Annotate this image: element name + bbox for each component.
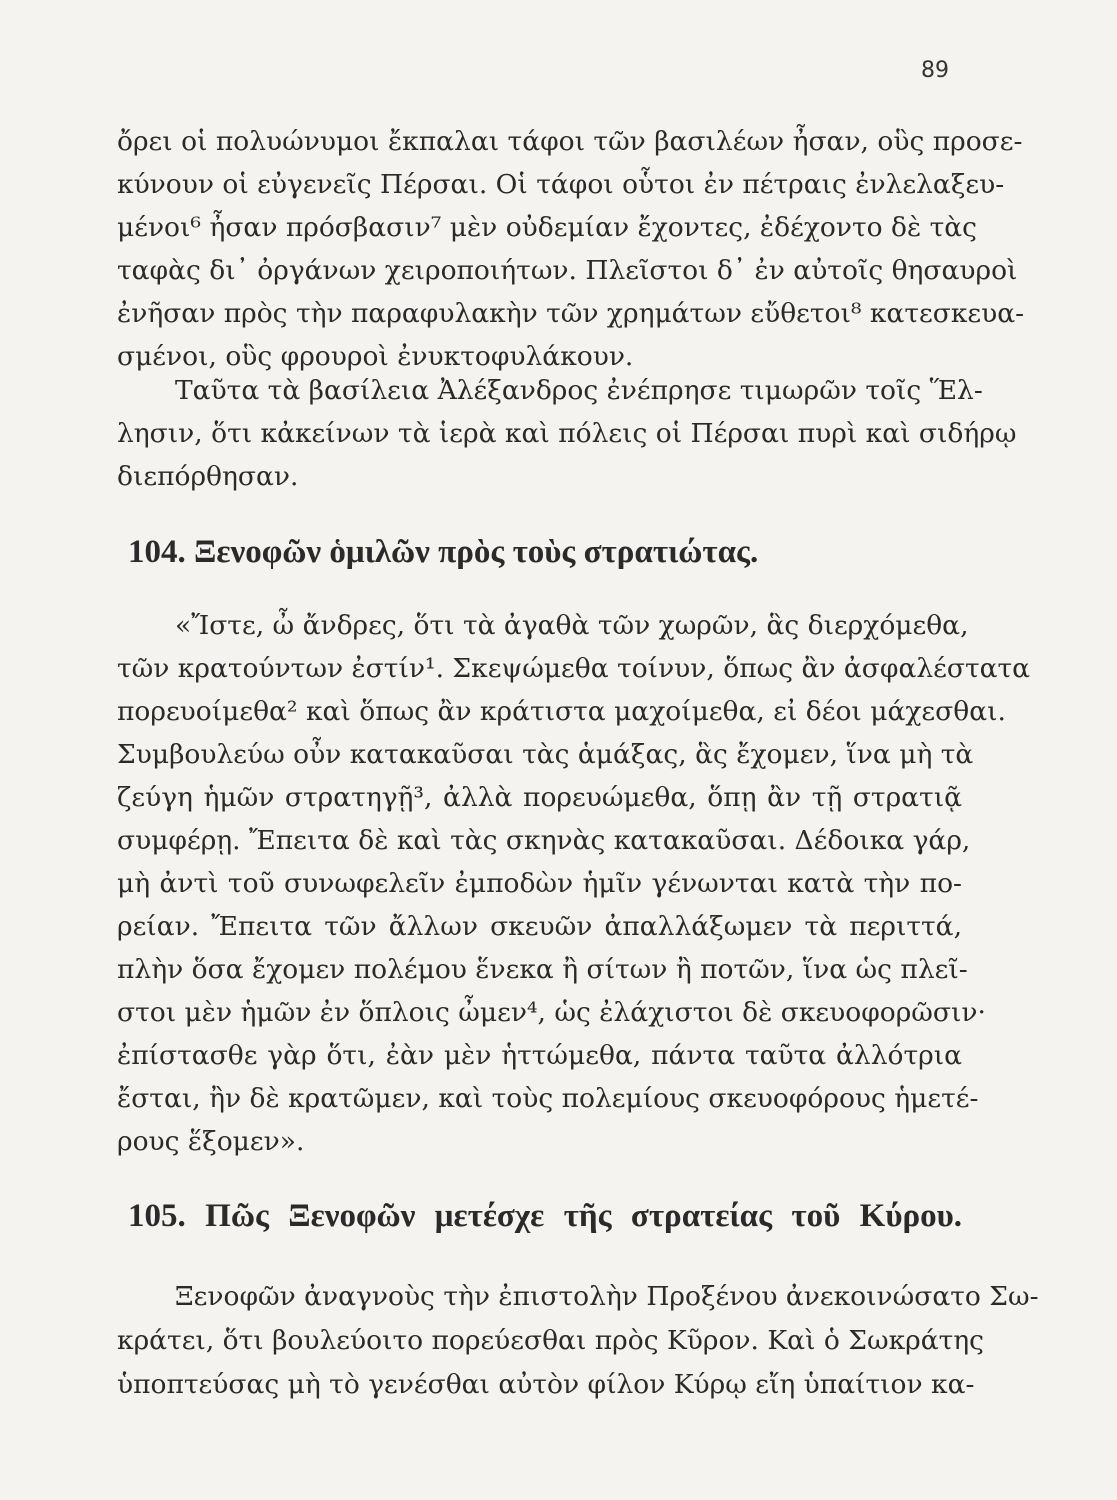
section-heading-104: 104. Ξενοφῶν ὁμιλῶν πρὸς τοὺς στρατιώτας.	[128, 534, 759, 570]
text-line: ζεύγη ἡμῶν στρατηγῇ³, ἀλλὰ πορευώμεθα, ὅπῃ ἂν τῇ στρατιᾷ	[117, 782, 962, 813]
text-line: πλὴν ὅσα ἔχομεν πολέμου ἕνεκα ἢ σίτων ἢ ποτῶν, ἵνα ὡς πλεῖ-	[117, 954, 968, 985]
text-line: ἐπίστασθε γὰρ ὅτι, ἐὰν μὲν ἡττώμεθα, πάντα ταῦτα ἀλλότρια	[117, 1040, 962, 1071]
text-line: Συμβουλεύω οὖν κατακαῦσαι τὰς ἁμάξας, ἃς ἔχομεν, ἵνα μὴ τὰ	[117, 739, 974, 770]
page-number: 89	[921, 58, 949, 83]
text-line: συμφέρῃ. Ἔπειτα δὲ καὶ τὰς σκηνὰς κατακαῦσαι. Δέδοικα γάρ,	[117, 825, 971, 856]
text-line: σμένοι, οὓς φρουροὶ ἐνυκτοφυλάκουν.	[117, 341, 634, 372]
text-line: μένοι⁶ ἦσαν πρόσβασιν⁷ μὲν οὐδεμίαν ἔχοντες, ἐδέχοντο δὲ τὰς	[117, 212, 977, 243]
text-line: μὴ ἀντὶ τοῦ συνωφελεῖν ἐμποδὼν ἡμῖν γένωνται κατὰ τὴν πο-	[117, 868, 962, 899]
text-line: κράτει, ὅτι βουλεύοιτο πορεύεσθαι πρὸς Κῦρον. Καὶ ὁ Σωκράτης	[117, 1325, 985, 1356]
text-line: κύνουν οἱ εὐγενεῖς Πέρσαι. Οἱ τάφοι οὗτοι ἐν πέτραις ἐνλελαξευ-	[117, 169, 1005, 200]
text-line: ρείαν. Ἔπειτα τῶν ἄλλων σκευῶν ἀπαλλάξωμεν τὰ περιττά,	[117, 911, 962, 942]
section-heading-105: 105. Πῶς Ξενοφῶν μετέσχε τῆς στρατείας τοῦ Κύρου.	[128, 1198, 962, 1234]
text-line: λησιν, ὅτι κἀκείνων τὰ ἱερὰ καὶ πόλεις οἱ Πέρσαι πυρὶ καὶ σιδήρῳ	[117, 418, 1017, 449]
text-line: ἔσται, ἢν δὲ κρατῶμεν, καὶ τοὺς πολεμίους σκευοφόρους ἡμετέ-	[117, 1083, 979, 1114]
text-line: ρους ἕξομεν».	[117, 1126, 305, 1157]
text-line: στοι μὲν ἡμῶν ἐν ὅπλοις ὦμεν⁴, ὡς ἐλάχιστοι δὲ σκευοφορῶσιν·	[117, 997, 986, 1028]
text-line: πορευοίμεθα² καὶ ὅπως ἂν κράτιστα μαχοίμεθα, εἰ δέοι μάχεσθαι.	[117, 696, 1006, 727]
text-line: Ταῦτα τὰ βασίλεια Ἀλέξανδρος ἐνέπρησε τιμωρῶν τοῖς Ἕλ-	[175, 375, 983, 406]
text-line: ἐνῆσαν πρὸς τὴν παραφυλακὴν τῶν χρημάτων εὔθετοι⁸ κατεσκευα-	[117, 298, 1025, 329]
text-line: «Ἴστε, ὦ ἄνδρες, ὅτι τὰ ἀγαθὰ τῶν χωρῶν, ἃς διερχόμεθα,	[175, 610, 969, 641]
text-line: ὄρει οἱ πολυώνυμοι ἔκπαλαι τάφοι τῶν βασιλέων ἦσαν, οὓς προσε-	[117, 126, 1023, 157]
text-line: ταφὰς δι᾽ ὀργάνων χειροποιήτων. Πλεῖστοι δ᾽ ἐν αὐτοῖς θησαυροὶ	[117, 255, 1018, 286]
text-line: τῶν κρατούντων ἐστίν¹. Σκεψώμεθα τοίνυν, ὅπως ἂν ἀσφαλέστατα	[117, 653, 1031, 684]
text-line: διεπόρθησαν.	[117, 461, 299, 492]
text-line: Ξενοφῶν ἀναγνοὺς τὴν ἐπιστολὴν Προξένου ἀνεκοινώσατο Σω-	[175, 1281, 1039, 1312]
text-line: ὑποπτεύσας μὴ τὸ γενέσθαι αὐτὸν φίλον Κύρῳ εἴη ὑπαίτιον κα-	[117, 1369, 975, 1400]
